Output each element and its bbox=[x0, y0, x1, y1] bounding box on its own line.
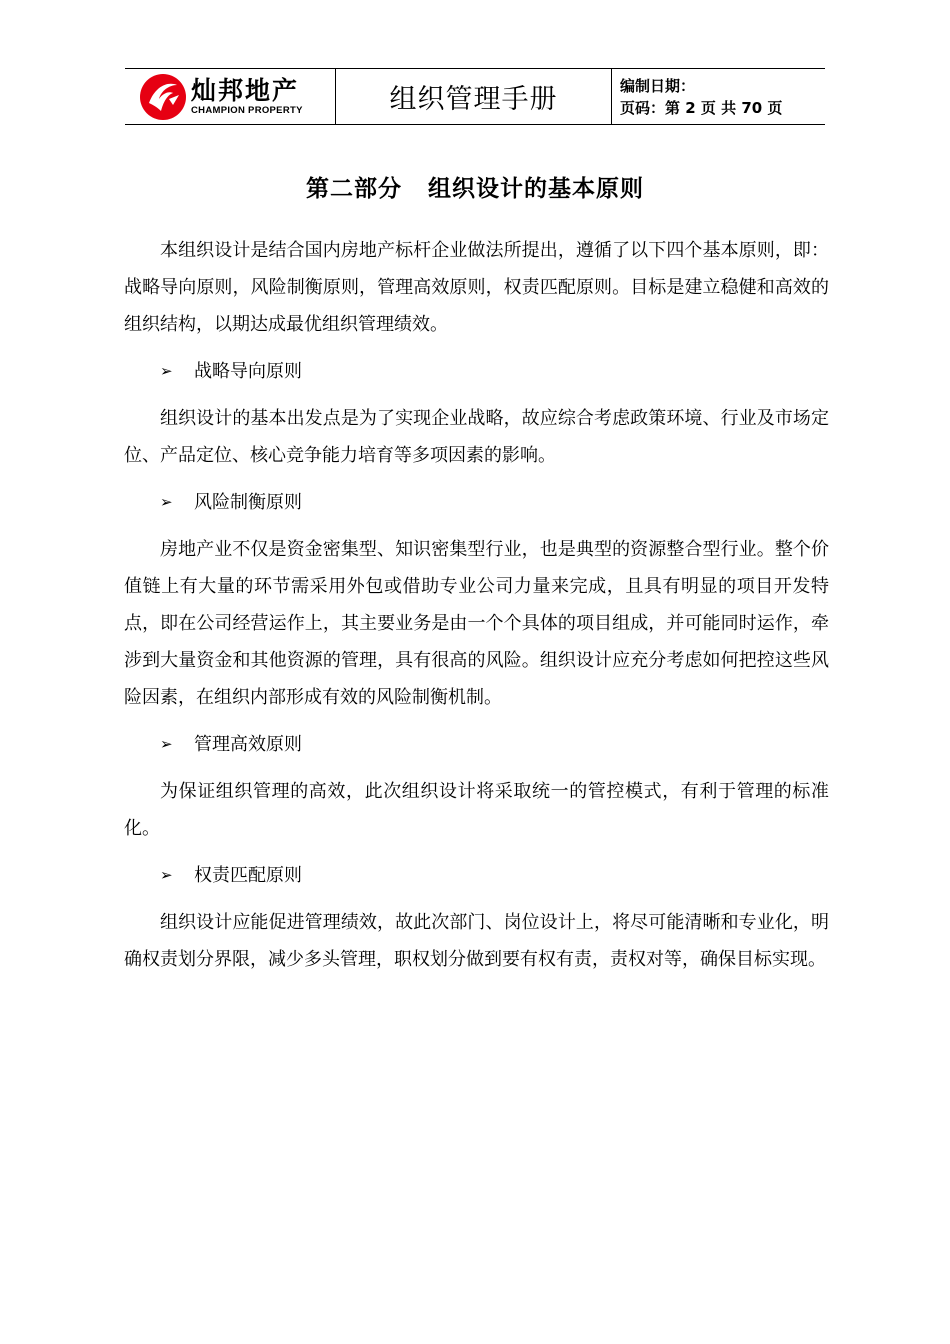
champion-logo-icon bbox=[139, 73, 187, 121]
arrow-bullet-icon: ➢ bbox=[160, 735, 173, 753]
page-header bbox=[125, 68, 825, 125]
principle-name: 风险制衡原则 bbox=[194, 492, 302, 513]
intro-paragraph: 本组织设计是结合国内房地产标杆企业做法所提出，遵循了以下四个基本原则，即：战略导向原则，风险制衡原则，管理高效原则，权责匹配原则。目标是建立稳健和高效的组织结构，以期达成最优组织管理绩效。 bbox=[124, 240, 829, 335]
header-meta bbox=[612, 69, 825, 124]
principle-name: 管理高效原则 bbox=[194, 734, 302, 755]
principle-paragraph: 为保证组织管理的高效，此次组织设计将采取统一的管控模式，有利于管理的标准化。 bbox=[124, 781, 829, 839]
principle-heading bbox=[124, 353, 829, 390]
principle-name: 战略导向原则 bbox=[194, 361, 302, 382]
company-logo bbox=[125, 69, 336, 124]
section-part: 第二部分 bbox=[306, 176, 402, 202]
page-number: 页码：第 2 页 共 70 页 bbox=[620, 98, 783, 117]
manual-title: 组织管理手册 bbox=[336, 69, 612, 124]
section-heading: 组织设计的基本原则 bbox=[428, 176, 644, 202]
logo-text bbox=[191, 77, 303, 117]
logo-chinese-name: 灿邦地产 bbox=[191, 75, 300, 105]
compile-date-label: 编制日期： bbox=[620, 76, 696, 95]
principle-paragraph: 组织设计应能促进管理绩效，故此次部门、岗位设计上，将尽可能清晰和专业化，明确权责划分界限，减少多头管理，职权划分做到要有权有责，责权对等，确保目标实现。 bbox=[124, 912, 829, 970]
principle-heading bbox=[124, 726, 829, 763]
principle-name: 权责匹配原则 bbox=[194, 865, 302, 886]
principle-heading bbox=[124, 857, 829, 894]
arrow-bullet-icon: ➢ bbox=[160, 493, 173, 511]
principle-paragraph: 组织设计的基本出发点是为了实现企业战略，故应综合考虑政策环境、行业及市场定位、产品定位、核心竞争能力培育等多项因素的影响。 bbox=[124, 408, 829, 466]
arrow-bullet-icon: ➢ bbox=[160, 866, 173, 884]
document-body bbox=[124, 232, 829, 978]
section-title bbox=[0, 170, 950, 203]
logo-english-name: CHAMPION PROPERTY bbox=[191, 104, 303, 116]
principle-heading bbox=[124, 484, 829, 521]
principle-paragraph: 房地产业不仅是资金密集型、知识密集型行业，也是典型的资源整合型行业。整个价值链上有大量的环节需采用外包或借助专业公司力量来完成，且具有明显的项目开发特点，即在公司经营运作上，其主要业务是由一个个具体的项目组成，并可能同时运作，牵涉到大量资金和其他资源的管理，具有很高的风险。组织设计应充分考虑如何把控这些风险因素，在组织内部形成有效的风险制衡机制。 bbox=[124, 539, 829, 708]
arrow-bullet-icon: ➢ bbox=[160, 362, 173, 380]
